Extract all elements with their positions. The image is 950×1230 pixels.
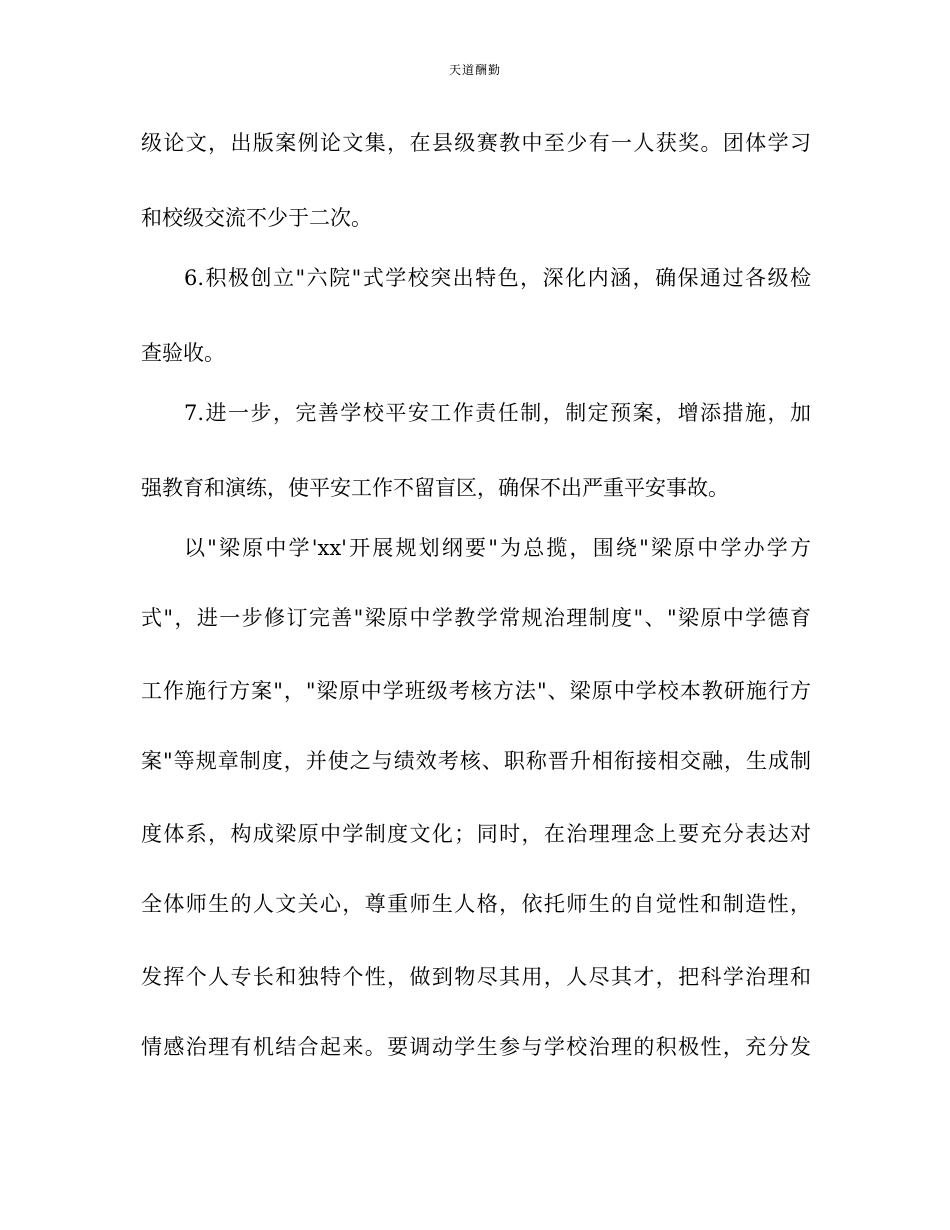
body-line: 6.积极创立"六院"式学校突出特色，深化内涵，确保通过各级检 <box>184 266 811 290</box>
body-line: 和校级交流不少于二次。 <box>141 206 372 230</box>
body-line: 全体师生的人文关心，尊重师生人格，依托师生的自觉性和制造性， <box>141 892 811 916</box>
body-line: 工作施行方案"，"梁原中学班级考核方法"、梁原中学校本教研施行方 <box>141 679 811 703</box>
body-line: 度体系，构成梁原中学制度文化；同时，在治理理念上要充分表达对 <box>141 822 811 846</box>
body-line: 以"梁原中学'xx'开展规划纲要"为总揽，围绕"梁原中学办学方 <box>184 536 811 560</box>
body-line: 情感治理有机结合起来。要调动学生参与学校治理的积极性，充分发 <box>141 1035 811 1059</box>
page-header: 天道酬勤 <box>448 63 501 77</box>
body-line: 强教育和演练，使平安工作不留盲区，确保不出严重平安事故。 <box>141 476 729 500</box>
body-line: 7.进一步，完善学校平安工作责任制，制定预案，增添措施，加 <box>184 401 811 425</box>
body-line: 发挥个人专长和独特个性，做到物尽其用，人尽其才，把科学治理和 <box>141 965 811 989</box>
body-line: 式"，进一步修订完善"梁原中学教学常规治理制度"、"梁原中学德育 <box>141 606 811 630</box>
body-line: 查验收。 <box>141 341 225 365</box>
body-line: 案"等规章制度，并使之与绩效考核、职称晋升相衔接相交融，生成制 <box>141 749 811 773</box>
body-line: 级论文，出版案例论文集，在县级赛教中至少有一人获奖。团体学习 <box>141 131 811 155</box>
